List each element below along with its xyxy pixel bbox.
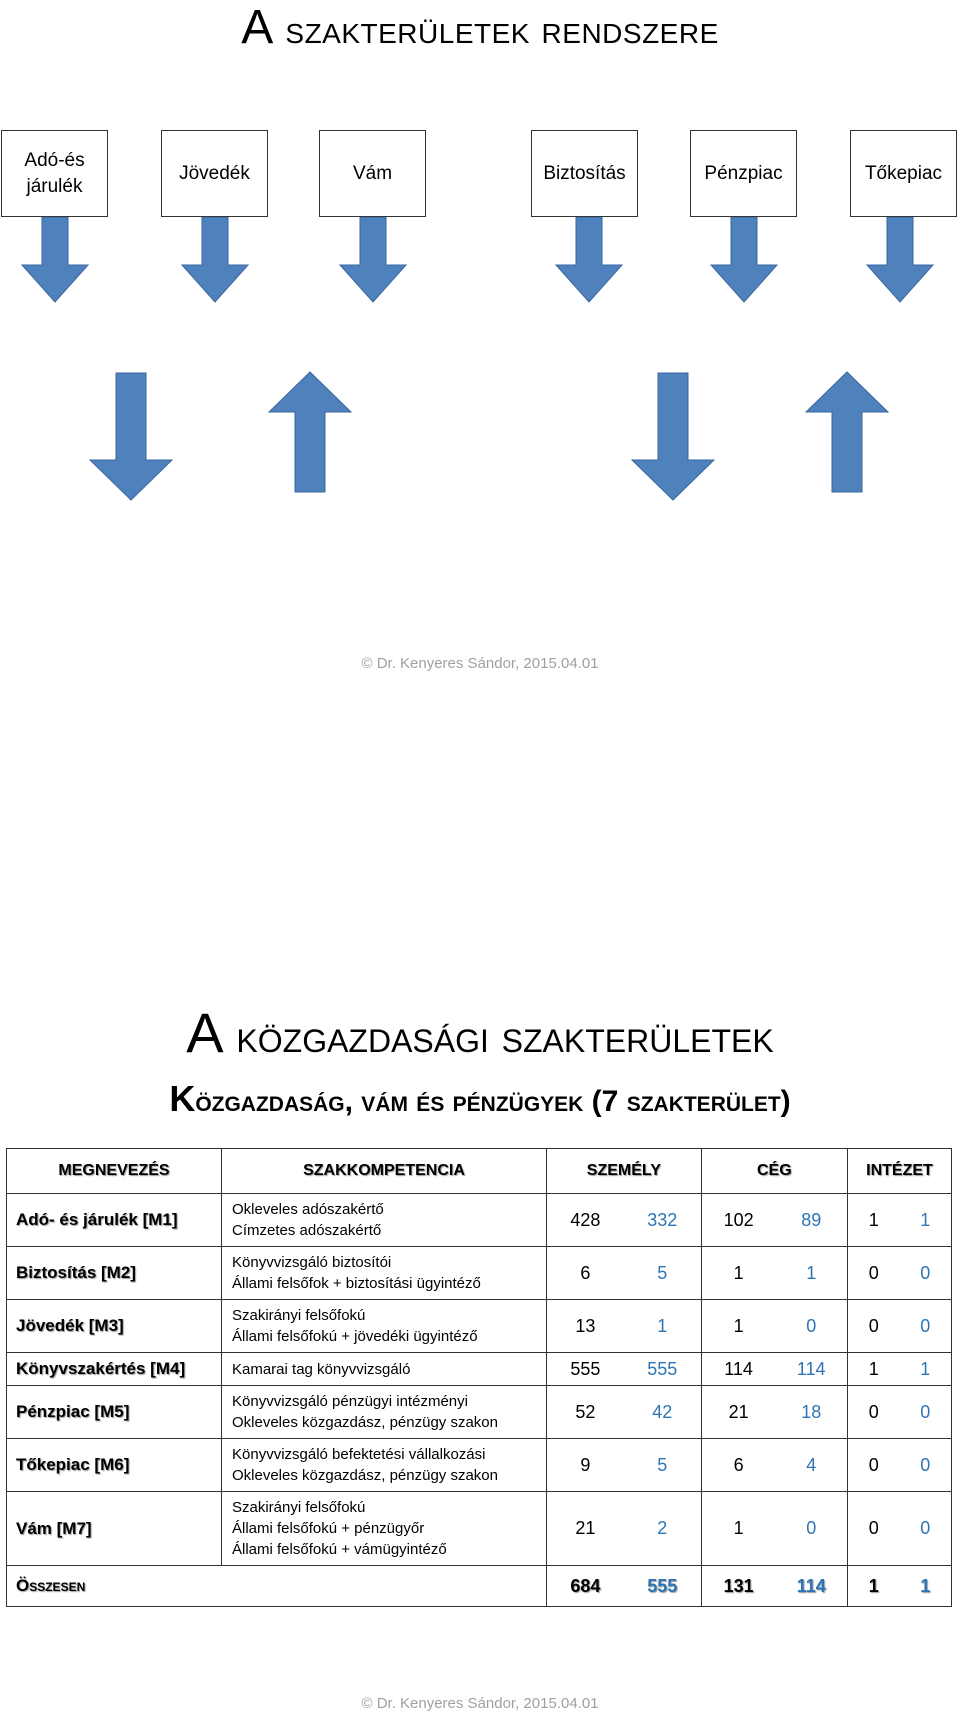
cell-szemely-osszes: 13 xyxy=(547,1300,624,1353)
kompetencia-line: Szakirányi felsőfokú xyxy=(232,1499,366,1516)
arrow-down-kozteher xyxy=(90,373,172,500)
cell-ceg-aktiv: 89 xyxy=(776,1194,848,1247)
cell-szemely-osszes: 555 xyxy=(547,1353,624,1386)
cell-intezet-osszes: 0 xyxy=(847,1386,899,1439)
box-szervezett-bizalmi-tevekenyseg: SZERVEZETT BIZALMI TEVÉKENYSÉG xyxy=(531,302,957,389)
total-value: 114 xyxy=(776,1566,848,1607)
cell-intezet-aktiv: 0 xyxy=(899,1439,951,1492)
box-ado-es-jarulek: Adó-és járulék xyxy=(1,130,108,217)
row-megnevezes: Jövedék [M3] xyxy=(7,1300,222,1353)
cell-ceg-osszes: 21 xyxy=(701,1386,775,1439)
header-ceg: CÉG xyxy=(701,1149,847,1194)
kompetencia-line: Állami felsőfokú + pénzügyőr xyxy=(232,1520,425,1537)
arrow-down-biztositas xyxy=(556,217,622,302)
cell-szemely-osszes: 21 xyxy=(547,1492,624,1566)
slide1-title-rest: szakterületek rendszere xyxy=(285,8,719,52)
cell-ceg-aktiv: 4 xyxy=(776,1439,848,1492)
box-kozteher: KÖZTEHER xyxy=(1,302,426,389)
kompetencia-line: Okleveles adószakértő xyxy=(232,1201,384,1218)
cell-szemely-osszes: 428 xyxy=(547,1194,624,1247)
table-body xyxy=(7,1194,952,1607)
cell-ceg-aktiv: 0 xyxy=(776,1300,848,1353)
arrow-down-vam xyxy=(340,217,406,302)
row-megnevezes: Pénzpiac [M5] xyxy=(7,1386,222,1439)
slide2-title xyxy=(0,1000,960,1065)
slide2-subtitle-initial: K xyxy=(169,1078,196,1119)
header-intezet: INTÉZET xyxy=(847,1149,951,1194)
cell-intezet-aktiv: 0 xyxy=(899,1300,951,1353)
table-row xyxy=(7,1194,952,1247)
row-szakkompetencia xyxy=(222,1439,547,1492)
kompetencia-line: Okleveles közgazdász, pénzügy szakon xyxy=(232,1414,498,1431)
cell-intezet-osszes: 0 xyxy=(847,1439,899,1492)
row-szakkompetencia xyxy=(222,1300,547,1353)
cell-intezet-aktiv: 0 xyxy=(899,1247,951,1300)
kompetencia-line: Könyvvizsgáló pénzügyi intézményi xyxy=(232,1393,468,1410)
kompetencia-line: Állami felsőfokú + vámügyintéző xyxy=(232,1541,447,1558)
table-header-row xyxy=(7,1149,952,1194)
kompetencia-line: Könyvvizsgáló biztosítói xyxy=(232,1254,392,1271)
cell-ceg-aktiv: 114 xyxy=(776,1353,848,1386)
szakteruletek-table xyxy=(6,1148,952,1607)
cell-intezet-osszes: 0 xyxy=(847,1492,899,1566)
cell-szemely-aktiv: 2 xyxy=(624,1492,701,1566)
flow-arrows xyxy=(0,0,960,700)
cell-ceg-osszes: 102 xyxy=(701,1194,775,1247)
cell-ceg-osszes: 1 xyxy=(701,1492,775,1566)
slide-kozgazdasagi-szakteruletek xyxy=(0,1000,960,1717)
total-label: Összesen xyxy=(7,1566,547,1607)
row-megnevezes: Tőkepiac [M6] xyxy=(7,1439,222,1492)
cell-szemely-aktiv: 42 xyxy=(624,1386,701,1439)
cell-szemely-osszes: 9 xyxy=(547,1439,624,1492)
table-row xyxy=(7,1439,952,1492)
table-row xyxy=(7,1353,952,1386)
kompetencia-line: Címzetes adószakértő xyxy=(232,1222,382,1239)
cell-intezet-aktiv: 1 xyxy=(899,1194,951,1247)
arrow-down-ado xyxy=(22,217,88,302)
cell-szemely-aktiv: 1 xyxy=(624,1300,701,1353)
cell-szemely-aktiv: 5 xyxy=(624,1247,701,1300)
arrow-down-jovedek xyxy=(182,217,248,302)
total-value: 1 xyxy=(847,1566,899,1607)
cell-ceg-aktiv: 18 xyxy=(776,1386,848,1439)
cell-ceg-aktiv: 1 xyxy=(776,1247,848,1300)
kompetencia-line: Állami felsőfokú + jövedéki ügyintéző xyxy=(232,1328,478,1345)
row-szakkompetencia xyxy=(222,1247,547,1300)
row-megnevezes: Vám [M7] xyxy=(7,1492,222,1566)
table-row xyxy=(7,1300,952,1353)
cell-intezet-osszes: 1 xyxy=(847,1194,899,1247)
cell-intezet-osszes: 0 xyxy=(847,1247,899,1300)
total-value: 555 xyxy=(624,1566,701,1607)
cell-szemely-osszes: 6 xyxy=(547,1247,624,1300)
cell-ceg-osszes: 1 xyxy=(701,1247,775,1300)
slide2-title-initial: A xyxy=(186,1001,224,1064)
cell-ceg-osszes: 114 xyxy=(701,1353,775,1386)
slide2-subtitle xyxy=(0,1078,960,1120)
total-value: 684 xyxy=(547,1566,624,1607)
slide2-subtitle-rest: özgazdaság, vám és pénzügyek (7 szakterület) xyxy=(195,1085,791,1118)
box-vam: Vám xyxy=(319,130,426,217)
cell-intezet-aktiv: 0 xyxy=(899,1492,951,1566)
table-row xyxy=(7,1386,952,1439)
header-szemely: SZEMÉLY xyxy=(547,1149,702,1194)
kompetencia-line: Kamarai tag könyvvizsgáló xyxy=(232,1360,411,1378)
slide1-copyright: © Dr. Kenyeres Sándor, 2015.04.01 xyxy=(361,655,599,672)
table-total-row xyxy=(7,1566,952,1607)
row-megnevezes: Biztosítás [M2] xyxy=(7,1247,222,1300)
cell-intezet-osszes: 0 xyxy=(847,1300,899,1353)
kompetencia-line: Állami felsőfok + biztosítási ügyintéző xyxy=(232,1275,481,1292)
slide-szakteruletek-rendszere xyxy=(0,0,960,700)
arrow-down-tokepiac xyxy=(867,217,933,302)
row-megnevezes: Könyvszakértés [M4] xyxy=(7,1353,222,1386)
slide2-title-rest: közgazdasági szakterületek xyxy=(236,1010,774,1062)
box-penzpiac: Pénzpiac xyxy=(690,130,797,217)
cell-szemely-aktiv: 555 xyxy=(624,1353,701,1386)
kompetencia-line: Szakirányi felsőfokú xyxy=(232,1307,366,1324)
table-row xyxy=(7,1247,952,1300)
row-szakkompetencia xyxy=(222,1386,547,1439)
row-szakkompetencia xyxy=(222,1353,547,1386)
table-row xyxy=(7,1492,952,1566)
row-szakkompetencia xyxy=(222,1492,547,1566)
cell-ceg-osszes: 1 xyxy=(701,1300,775,1353)
total-value: 131 xyxy=(701,1566,775,1607)
box-biztositas: Biztosítás xyxy=(531,130,638,217)
slide1-title-initial: A xyxy=(241,1,274,54)
cell-szemely-aktiv: 5 xyxy=(624,1439,701,1492)
cell-intezet-aktiv: 0 xyxy=(899,1386,951,1439)
slide2-copyright: © Dr. Kenyeres Sándor, 2015.04.01 xyxy=(361,1695,599,1712)
box-konyvszakertes: KÖNYVSZAKÉRTÉS xyxy=(1,474,957,561)
header-szakkompetencia: SZAKKOMPETENCIA xyxy=(222,1149,547,1194)
box-jovedek: Jövedék xyxy=(161,130,268,217)
kompetencia-line: Könyvvizsgáló befektetési vállalkozási xyxy=(232,1446,486,1463)
box-tokepiac: Tőkepiac xyxy=(850,130,957,217)
arrow-down-bizalmi xyxy=(632,373,714,500)
header-megnevezes: MEGNEVEZÉS xyxy=(7,1149,222,1194)
cell-intezet-osszes: 1 xyxy=(847,1353,899,1386)
cell-intezet-aktiv: 1 xyxy=(899,1353,951,1386)
cell-szemely-aktiv: 332 xyxy=(624,1194,701,1247)
total-value: 1 xyxy=(899,1566,951,1607)
arrow-up-bizalmi xyxy=(806,372,888,492)
row-szakkompetencia xyxy=(222,1194,547,1247)
cell-ceg-aktiv: 0 xyxy=(776,1492,848,1566)
arrow-up-kozteher xyxy=(269,372,351,492)
arrow-down-penzpiac xyxy=(711,217,777,302)
row-megnevezes: Adó- és járulék [M1] xyxy=(7,1194,222,1247)
kompetencia-line: Okleveles közgazdász, pénzügy szakon xyxy=(232,1467,498,1484)
cell-szemely-osszes: 52 xyxy=(547,1386,624,1439)
cell-ceg-osszes: 6 xyxy=(701,1439,775,1492)
